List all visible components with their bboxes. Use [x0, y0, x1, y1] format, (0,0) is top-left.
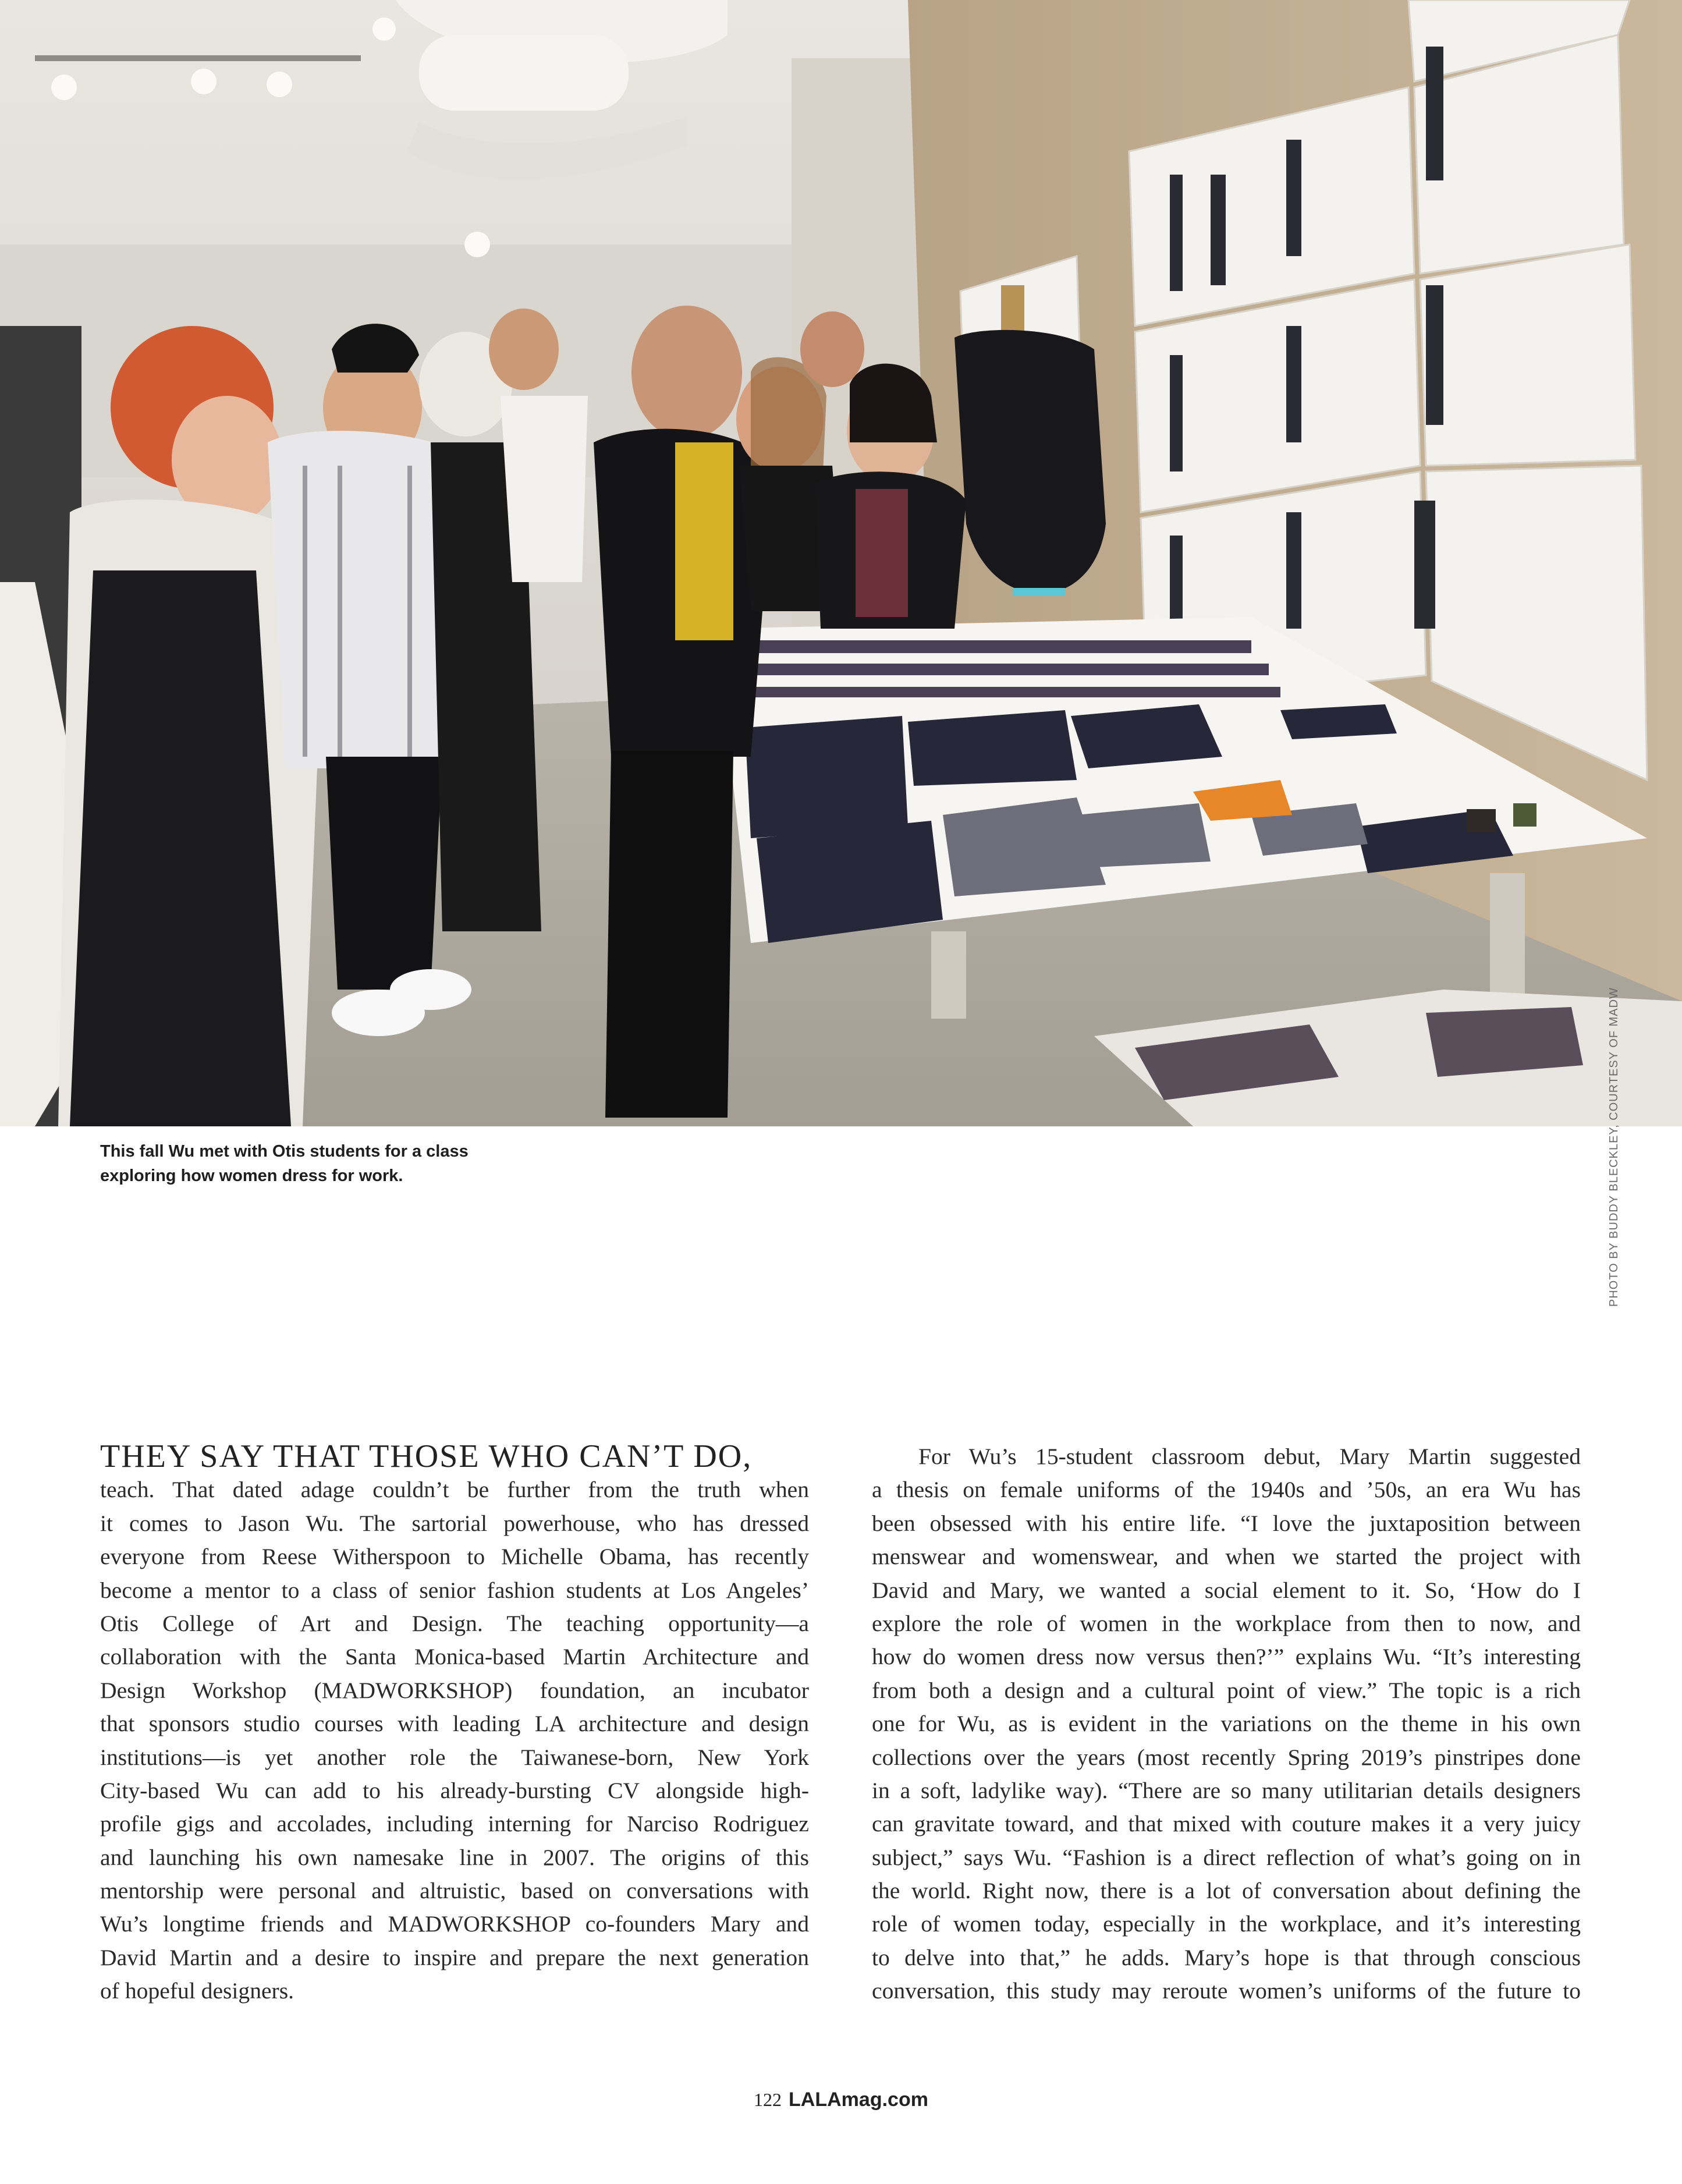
article-line: can gravitate toward, and that mixed with couture makes it a very juicy: [872, 1811, 1581, 1837]
article-line: mentorship were personal and altruistic, based on conversations with: [100, 1878, 809, 1904]
article-line: explore the role of women in the workplace from then to now, and: [872, 1610, 1581, 1636]
article-lead-in: THEY SAY THAT THOSE WHO CAN’T DO,: [100, 1440, 753, 1474]
article-line: how do women dress now versus then?’” explains Wu. “It’s interesting: [872, 1644, 1581, 1670]
article-line: David and Mary, we wanted a social element to it. So, ‘How do I: [872, 1577, 1581, 1603]
article-line: Wu’s longtime friends and MADWORKSHOP co-founders Mary and: [100, 1911, 809, 1937]
magazine-site: LALAmag.com: [789, 2089, 928, 2111]
article-line: Design Workshop (MADWORKSHOP) foundation, an incubator: [100, 1677, 809, 1703]
article-line: the world. Right now, there is a lot of conversation about defining the: [872, 1878, 1581, 1904]
page-number: 122: [754, 2089, 782, 2110]
page-footer: [0, 2089, 1682, 2111]
article-line: of hopeful designers.: [100, 1978, 294, 2004]
article-line: it comes to Jason Wu. The sartorial powerhouse, who has dressed: [100, 1510, 809, 1536]
article-line: to delve into that,” he adds. Mary’s hope is that through conscious: [872, 1944, 1581, 1970]
article-line: in a soft, ladylike way). “There are so many utilitarian details designers: [872, 1777, 1581, 1803]
article-column-left: [100, 1440, 809, 2008]
article-line: institutions—is yet another role the Taiwanese-born, New York: [100, 1744, 809, 1770]
article-line: profile gigs and accolades, including interning for Narciso Rodriguez: [100, 1811, 809, 1837]
article-line: role of women today, especially in the workplace, and it’s interesting: [872, 1911, 1581, 1937]
article-line: been obsessed with his entire life. “I love the juxtaposition between: [872, 1510, 1581, 1536]
article-line: teach. That dated adage couldn’t be further from the truth when: [100, 1477, 809, 1503]
article-line: one for Wu, as is evident in the variations on the theme in his own: [872, 1711, 1581, 1737]
article-line: For Wu’s 15-student classroom debut, Mary Martin suggested: [918, 1444, 1581, 1469]
article-line: David Martin and a desire to inspire and prepare the next generation: [100, 1944, 809, 1970]
article-line: collections over the years (most recently Spring 2019’s pinstripes done: [872, 1744, 1581, 1770]
article-line: collaboration with the Santa Monica-based Martin Architecture and: [100, 1644, 809, 1670]
article-line: and launching his own namesake line in 2007. The origins of this: [100, 1844, 809, 1870]
article-line: conversation, this study may reroute women’s uniforms of the future to: [872, 1978, 1581, 2004]
article-line: become a mentor to a class of senior fashion students at Los Angeles’: [100, 1577, 809, 1603]
article-line: subject,” says Wu. “Fashion is a direct reflection of what’s going on in: [872, 1844, 1581, 1870]
article-line: everyone from Reese Witherspoon to Michelle Obama, has recently: [100, 1544, 809, 1570]
article-line: from both a design and a cultural point of view.” The topic is a rich: [872, 1677, 1581, 1703]
article-line: Otis College of Art and Design. The teaching opportunity—a: [100, 1610, 809, 1636]
article-line: City-based Wu can add to his already-bursting CV alongside high-: [100, 1777, 809, 1803]
article-line: that sponsors studio courses with leading LA architecture and design: [100, 1711, 809, 1737]
photo-credit: PHOTO BY BUDDY BLECKLEY, COURTESY OF MADW: [1608, 987, 1620, 1307]
article-column-right: [872, 1440, 1581, 2008]
photo-caption: This fall Wu met with Otis students for a class exploring how women dress for work.: [100, 1142, 469, 1185]
article-line: menswear and womenswear, and when we started the project with: [872, 1544, 1581, 1570]
article-line: a thesis on female uniforms of the 1940s and ’50s, an era Wu has: [872, 1477, 1581, 1503]
